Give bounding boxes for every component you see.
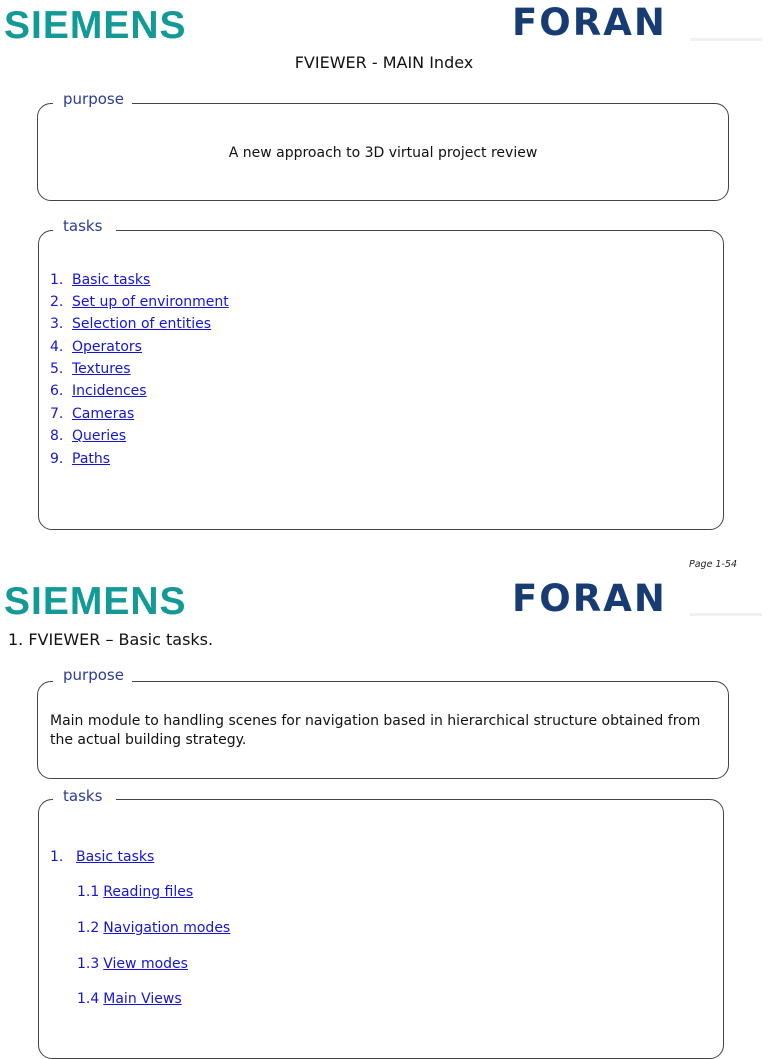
item-number: 5. xyxy=(50,361,64,377)
sub-list-item xyxy=(77,920,230,936)
item-number: 8. xyxy=(50,428,64,444)
link-selection-entities[interactable]: Selection of entities xyxy=(72,316,212,332)
list-item xyxy=(50,451,110,467)
item-number: 1.4 xyxy=(77,991,100,1007)
foran-logo: FORAN xyxy=(512,1,667,44)
page-title: FVIEWER - MAIN Index xyxy=(294,53,474,72)
link-reading-files[interactable]: Reading files xyxy=(103,884,194,900)
siemens-logo: SIEMENS xyxy=(4,580,187,623)
list-item xyxy=(50,316,211,332)
item-number: 1.1 xyxy=(77,884,100,900)
link-basic-tasks[interactable]: Basic tasks xyxy=(76,849,155,865)
list-item xyxy=(50,294,229,310)
header-decoration xyxy=(690,38,762,41)
item-number: 2. xyxy=(50,294,64,310)
sub-list-item xyxy=(77,991,182,1007)
header-decoration xyxy=(690,613,762,616)
item-number: 1.3 xyxy=(77,956,100,972)
purpose-legend: purpose xyxy=(53,666,132,684)
purpose-text: A new approach to 3D virtual project review xyxy=(228,145,538,161)
item-number: 6. xyxy=(50,383,64,399)
link-navigation-modes[interactable]: Navigation modes xyxy=(103,920,231,936)
link-cameras[interactable]: Cameras xyxy=(72,406,135,422)
list-item xyxy=(50,383,147,399)
item-number: 7. xyxy=(50,406,64,422)
tasks-legend: tasks xyxy=(53,217,116,235)
list-item xyxy=(50,849,154,865)
tasks-legend: tasks xyxy=(53,787,116,805)
sub-list-item xyxy=(77,884,193,900)
siemens-logo: SIEMENS xyxy=(4,4,187,47)
purpose-text: Main module to handling scenes for navigation based in hierarchical structure obtained from the actual building strategy. xyxy=(50,713,701,748)
list-item xyxy=(50,339,142,355)
list-item xyxy=(50,406,134,422)
list-item xyxy=(50,428,126,444)
link-operators[interactable]: Operators xyxy=(72,339,142,355)
section-title: 1. FVIEWER – Basic tasks. xyxy=(8,630,214,649)
link-view-modes[interactable]: View modes xyxy=(103,956,188,972)
item-number: 1. xyxy=(50,849,64,865)
link-incidences[interactable]: Incidences xyxy=(72,383,147,399)
item-number: 1.2 xyxy=(77,920,100,936)
item-number: 4. xyxy=(50,339,64,355)
list-item xyxy=(50,272,150,288)
link-basic-tasks[interactable]: Basic tasks xyxy=(72,272,151,288)
link-paths[interactable]: Paths xyxy=(72,451,111,467)
sub-list-item xyxy=(77,956,188,972)
item-number: 1. xyxy=(50,272,64,288)
link-set-up-environment[interactable]: Set up of environment xyxy=(72,294,229,310)
purpose-legend: purpose xyxy=(53,90,132,108)
item-number: 9. xyxy=(50,451,64,467)
link-textures[interactable]: Textures xyxy=(72,361,131,377)
list-item xyxy=(50,361,131,377)
foran-logo: FORAN xyxy=(512,577,667,620)
link-main-views[interactable]: Main Views xyxy=(103,991,182,1007)
link-queries[interactable]: Queries xyxy=(72,428,127,444)
item-number: 3. xyxy=(50,316,64,332)
page-number: Page 1-54 xyxy=(688,559,737,570)
